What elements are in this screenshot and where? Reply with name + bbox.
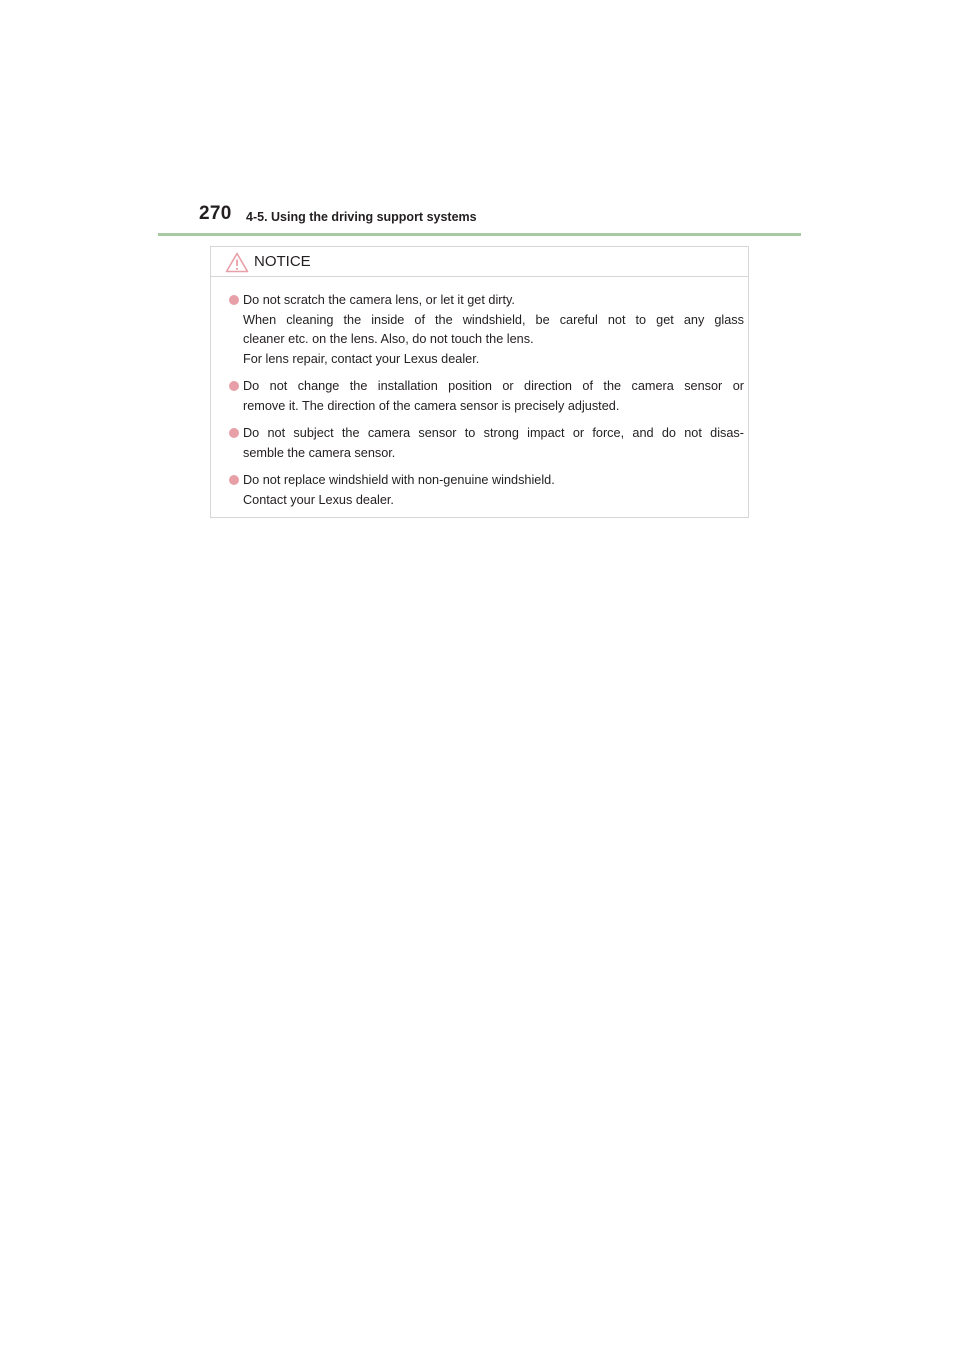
notice-line: For lens repair, contact your Lexus dealer. — [243, 351, 480, 366]
warning-triangle-icon — [225, 252, 249, 273]
notice-header — [211, 247, 748, 277]
notice-item — [229, 471, 744, 510]
section-title: 4-5. Using the driving support systems — [246, 210, 477, 224]
notice-line: cleaner etc. on the lens. Also, do not touch the lens. — [243, 332, 534, 346]
notice-line: semble the camera sensor. — [243, 445, 396, 460]
notice-line: Do not change the installation position or direction of the camera sensor or — [243, 379, 744, 393]
header-rule — [158, 233, 801, 236]
notice-box — [210, 246, 749, 518]
notice-line: Do not subject the camera sensor to strong impact or force, and do not disas- — [243, 426, 744, 440]
notice-line: Do not replace windshield with non-genuine windshield. — [243, 473, 555, 487]
bullet-icon — [229, 475, 239, 485]
notice-line: When cleaning the inside of the windshield, be careful not to get any glass — [243, 312, 744, 327]
notice-line: Contact your Lexus dealer. — [243, 492, 394, 507]
notice-item — [229, 377, 744, 416]
notice-line: Do not scratch the camera lens, or let it get dirty. — [243, 293, 515, 307]
notice-line: remove it. The direction of the camera sensor is precisely adjusted. — [243, 398, 620, 413]
bullet-icon — [229, 295, 239, 305]
notice-item — [229, 291, 744, 369]
notice-list — [229, 291, 744, 518]
bullet-icon — [229, 428, 239, 438]
notice-title: NOTICE — [254, 253, 311, 270]
notice-item — [229, 424, 744, 463]
bullet-icon — [229, 381, 239, 391]
page-number: 270 — [199, 203, 232, 224]
